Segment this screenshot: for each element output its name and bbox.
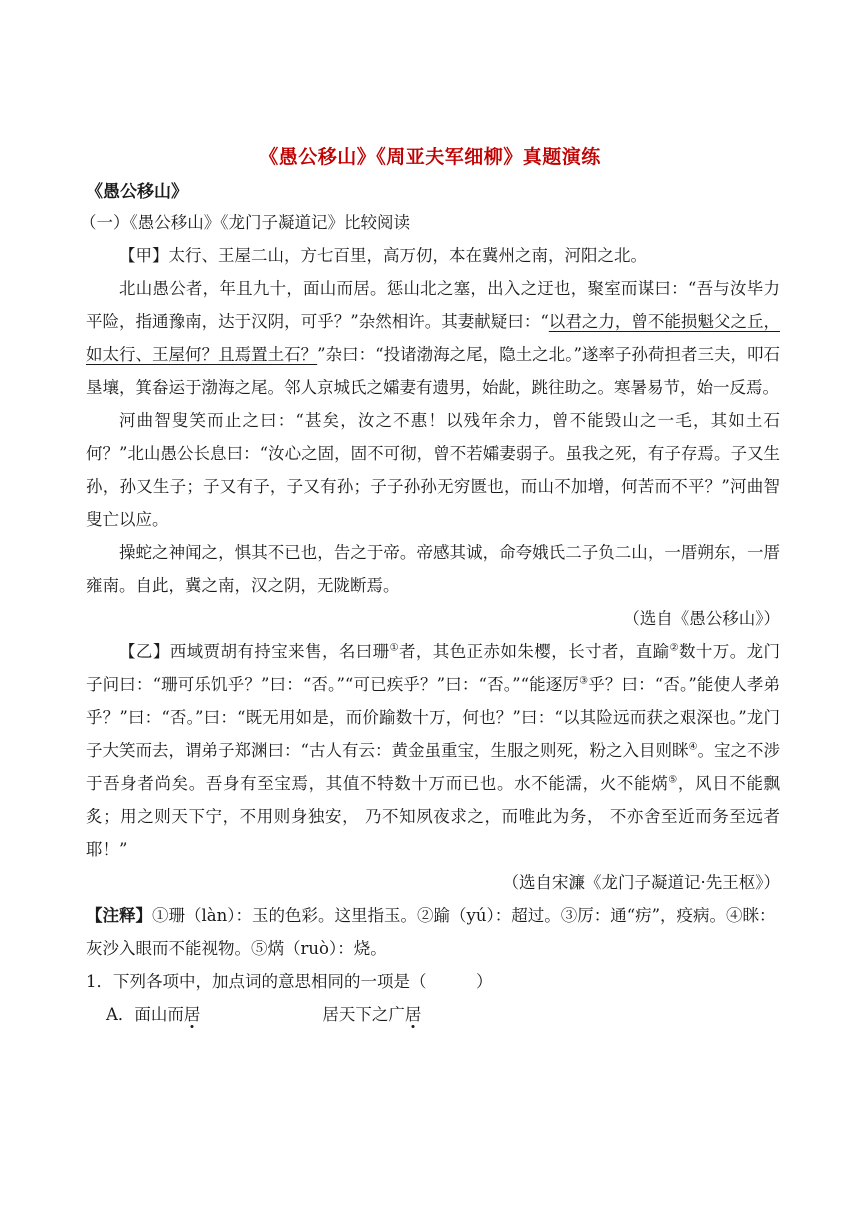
option-a-left-dotted-word: 居 [183,1005,201,1024]
footnote-mark-1: ① [389,642,399,654]
option-a-right-text: 居天下之广 [322,1005,405,1024]
question-1: 1．下列各项中，加点词的意思相同的一项是（ ） [86,972,493,991]
option-a-right-dotted-word: 居 [404,1005,422,1024]
yi-text-4: 乎？曰：“否。”能使人孝弟乎？”曰：“否。”曰：“既无用如是，而价踰数十万，何也？”曰：“以其险远而获之艰深也。”龙门子大笑而去，谓弟子郑渊曰：“古人有云：黄金虽重宝，生服之则死，粉之入目则眯 [86,675,780,760]
jia-paragraph-2 [86,272,780,404]
option-label: A． [106,1005,135,1024]
jia-paragraph-3: 河曲智叟笑而止之曰：“甚矣，汝之不惠！以残年余力，曾不能毁山之一毛，其如土石何？”北山愚公长息曰：“汝心之固，固不可彻，曾不若孀妻弱子。虽我之死，有子存焉。子又生孙，孙又生子；子又有子，子又有孙；子子孙孙无穷匮也，而山不加增，何苦而不平？”河曲智叟亡以应。 [86,411,780,529]
option-a-right [322,998,421,1031]
question-1-option-a [86,998,780,1031]
annotation-notes [86,899,780,965]
jia-paragraph-4: 操蛇之神闻之，惧其不已也，告之于帝。帝感其诚，命夸娥氏二子负二山，一厝朔东，一厝雍南。自此，冀之南，汉之阴，无陇断焉。 [86,543,780,595]
option-a-left-text: 面山而 [134,1005,184,1024]
yi-text-6: ，风日不能飘炙；用之则天下宁，不用则身独安， 乃不知夙夜求之，而唯此为务， 不亦舍至近而务至远者耶！” [86,774,781,859]
underlined-sentence: 以君之力，曾不能损魁父之丘，如太行、王屋何？且焉置土石？ [86,312,781,364]
footnote-mark-2: ② [669,642,679,654]
jia-p2-text-b: ”杂曰：“投诸渤海之尾，隐土之北。”遂率子孙荷担者三夫，叩石垦壤，箕畚运于渤海之尾。邻人京城氏之孀妻有遗男，始龀，跳往助之。寒暑易节，始一反焉。 [86,345,781,397]
page-title: 《愚公移山》《周亚夫军细柳》真题演练 [259,146,601,168]
subsection-heading: （一）《愚公移山》《龙门子凝道记》比较阅读 [80,213,410,232]
footnote-mark-3: ③ [579,675,589,687]
footnote-mark-5: ⑤ [668,774,678,786]
jia-paragraph-1: 【甲】太行、王屋二山，方七百里，高万仞，本在冀州之南，河阳之北。 [119,246,647,265]
section-heading: 《愚公移山》 [86,182,188,202]
yi-text-2: 者，其色正赤如朱樱，长寸者，直踰 [398,642,670,661]
yi-text-3: 数十万。龙门子问曰：“珊可乐饥乎？”曰：“否。”“可已疾乎？”曰：“否。”“能逐厉 [86,642,781,694]
yi-text-5: 。宝之不涉于吾身者尚矣。吾身有至宝焉，其值不特数十万而已也。水不能濡，火不能焫 [86,741,781,793]
option-a-left [134,998,322,1031]
jia-source: （选自《愚公移山》） [623,609,780,628]
notes-text: ①珊（làn）：玉的色彩。这里指玉。②踰（yú）：超过。③厉：通“疠”，疫病。④眯：灰沙入眼而不能视物。⑤焫（ruò）：烧。 [86,906,776,958]
yi-paragraph [86,635,780,866]
yi-source: （选自宋濂《龙门子凝道记·先王枢》） [502,873,780,892]
jia-p2-text-a: 北山愚公者，年且九十，面山而居。惩山北之塞，出入之迂也，聚室而谋曰：“吾与汝毕力平险，指通豫南，达于汉阴，可乎？”杂然相许。其妻献疑曰：“ [86,279,780,331]
passage-block [80,206,781,1031]
notes-label: 【注释】 [86,906,152,925]
footnote-mark-4: ④ [688,741,698,753]
yi-text-1: 【乙】西域贾胡有持宝来售，名曰珊 [119,642,390,661]
